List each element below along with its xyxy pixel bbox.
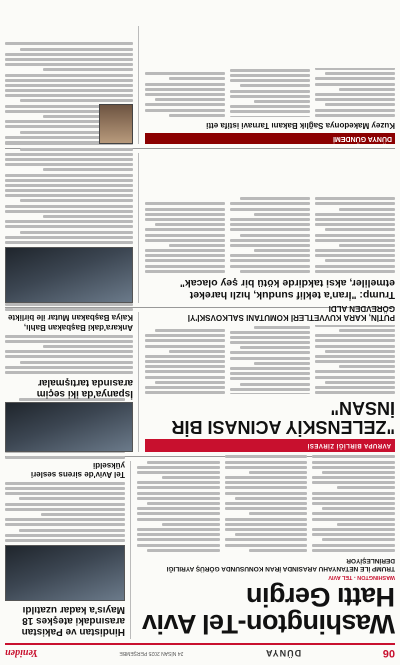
side-mid-subhead: Ankara'daki Başbakan Bahlı, Kaiya Başbakan Mutar ile birlikte [8,313,133,332]
bottom-body [145,68,395,116]
lead-headline: Washington-Tel Aviv Hattı Gergin [142,582,395,639]
lead-body [137,455,395,552]
top-row [5,461,395,639]
page-number: 06 [382,647,395,659]
feature-headline: "ZELENSKİY ACINASI BİR İNSAN" [171,398,395,437]
side-top-photo [5,545,125,601]
lower-body [145,197,395,273]
feature-body [145,325,395,394]
side-column-lower [5,153,139,303]
issue-date: 24 NİSAN 2025 PERŞEMBE [119,650,184,656]
side-top-subhead: Tel Aviv'de sirens sesleri yükseldi [30,460,125,479]
section-label: DÜNYA [264,648,302,658]
lower-row [5,153,395,303]
lead-story [137,461,395,639]
lead-deck: TRUMP İLE NETANYAHU ARASINDA İRAN KONUSUNDA GÖRÜŞ AYRILIĞI DERİNLEŞİYOR [166,556,395,572]
portrait-photo [99,104,133,144]
bottom-bar: DÜNYA GÜNDEMİ [145,133,395,144]
lower-headline: Trump: "İran'a teklif sunduk, hızlı hareket etmeliler, aksi takdirde kötü bir şey olacak" [179,276,395,301]
side-mid-headline: İspanya'da iki seçim arasında tartışmalar [36,377,133,399]
side-column-top [5,461,131,639]
lower-story [145,153,395,303]
feature-story [145,303,395,452]
feature-subhead: PUTİN, KARA KUVVETLERİ KOMUTANI SALKOVSKİ'Yİ GÖREVDEN ALDI [187,303,395,323]
masthead [5,643,395,661]
feature-band: AVRUPA BİRLİĞİ ZİRVESİ [145,439,395,452]
lead-kicker: WASHINGTON - TEL AVIV [328,574,395,580]
bottom-headline: Kuzey Makedonya Sağlık Bakanı Tarnavi istifa etti [206,121,395,130]
side-lower-photo [5,247,133,303]
side-column-bottom [5,26,139,144]
side-top-headline: Hindistan ve Pakistan arasındaki ateşkes 18 Mayıs'a kadar uzatıldı [21,604,125,637]
newspaper-logo: Yeniden [5,647,38,659]
mid-row [5,303,395,452]
bottom-row [5,26,395,144]
side-column-mid [5,312,139,452]
bottom-story [145,26,395,144]
side-mid-photo [5,402,133,452]
